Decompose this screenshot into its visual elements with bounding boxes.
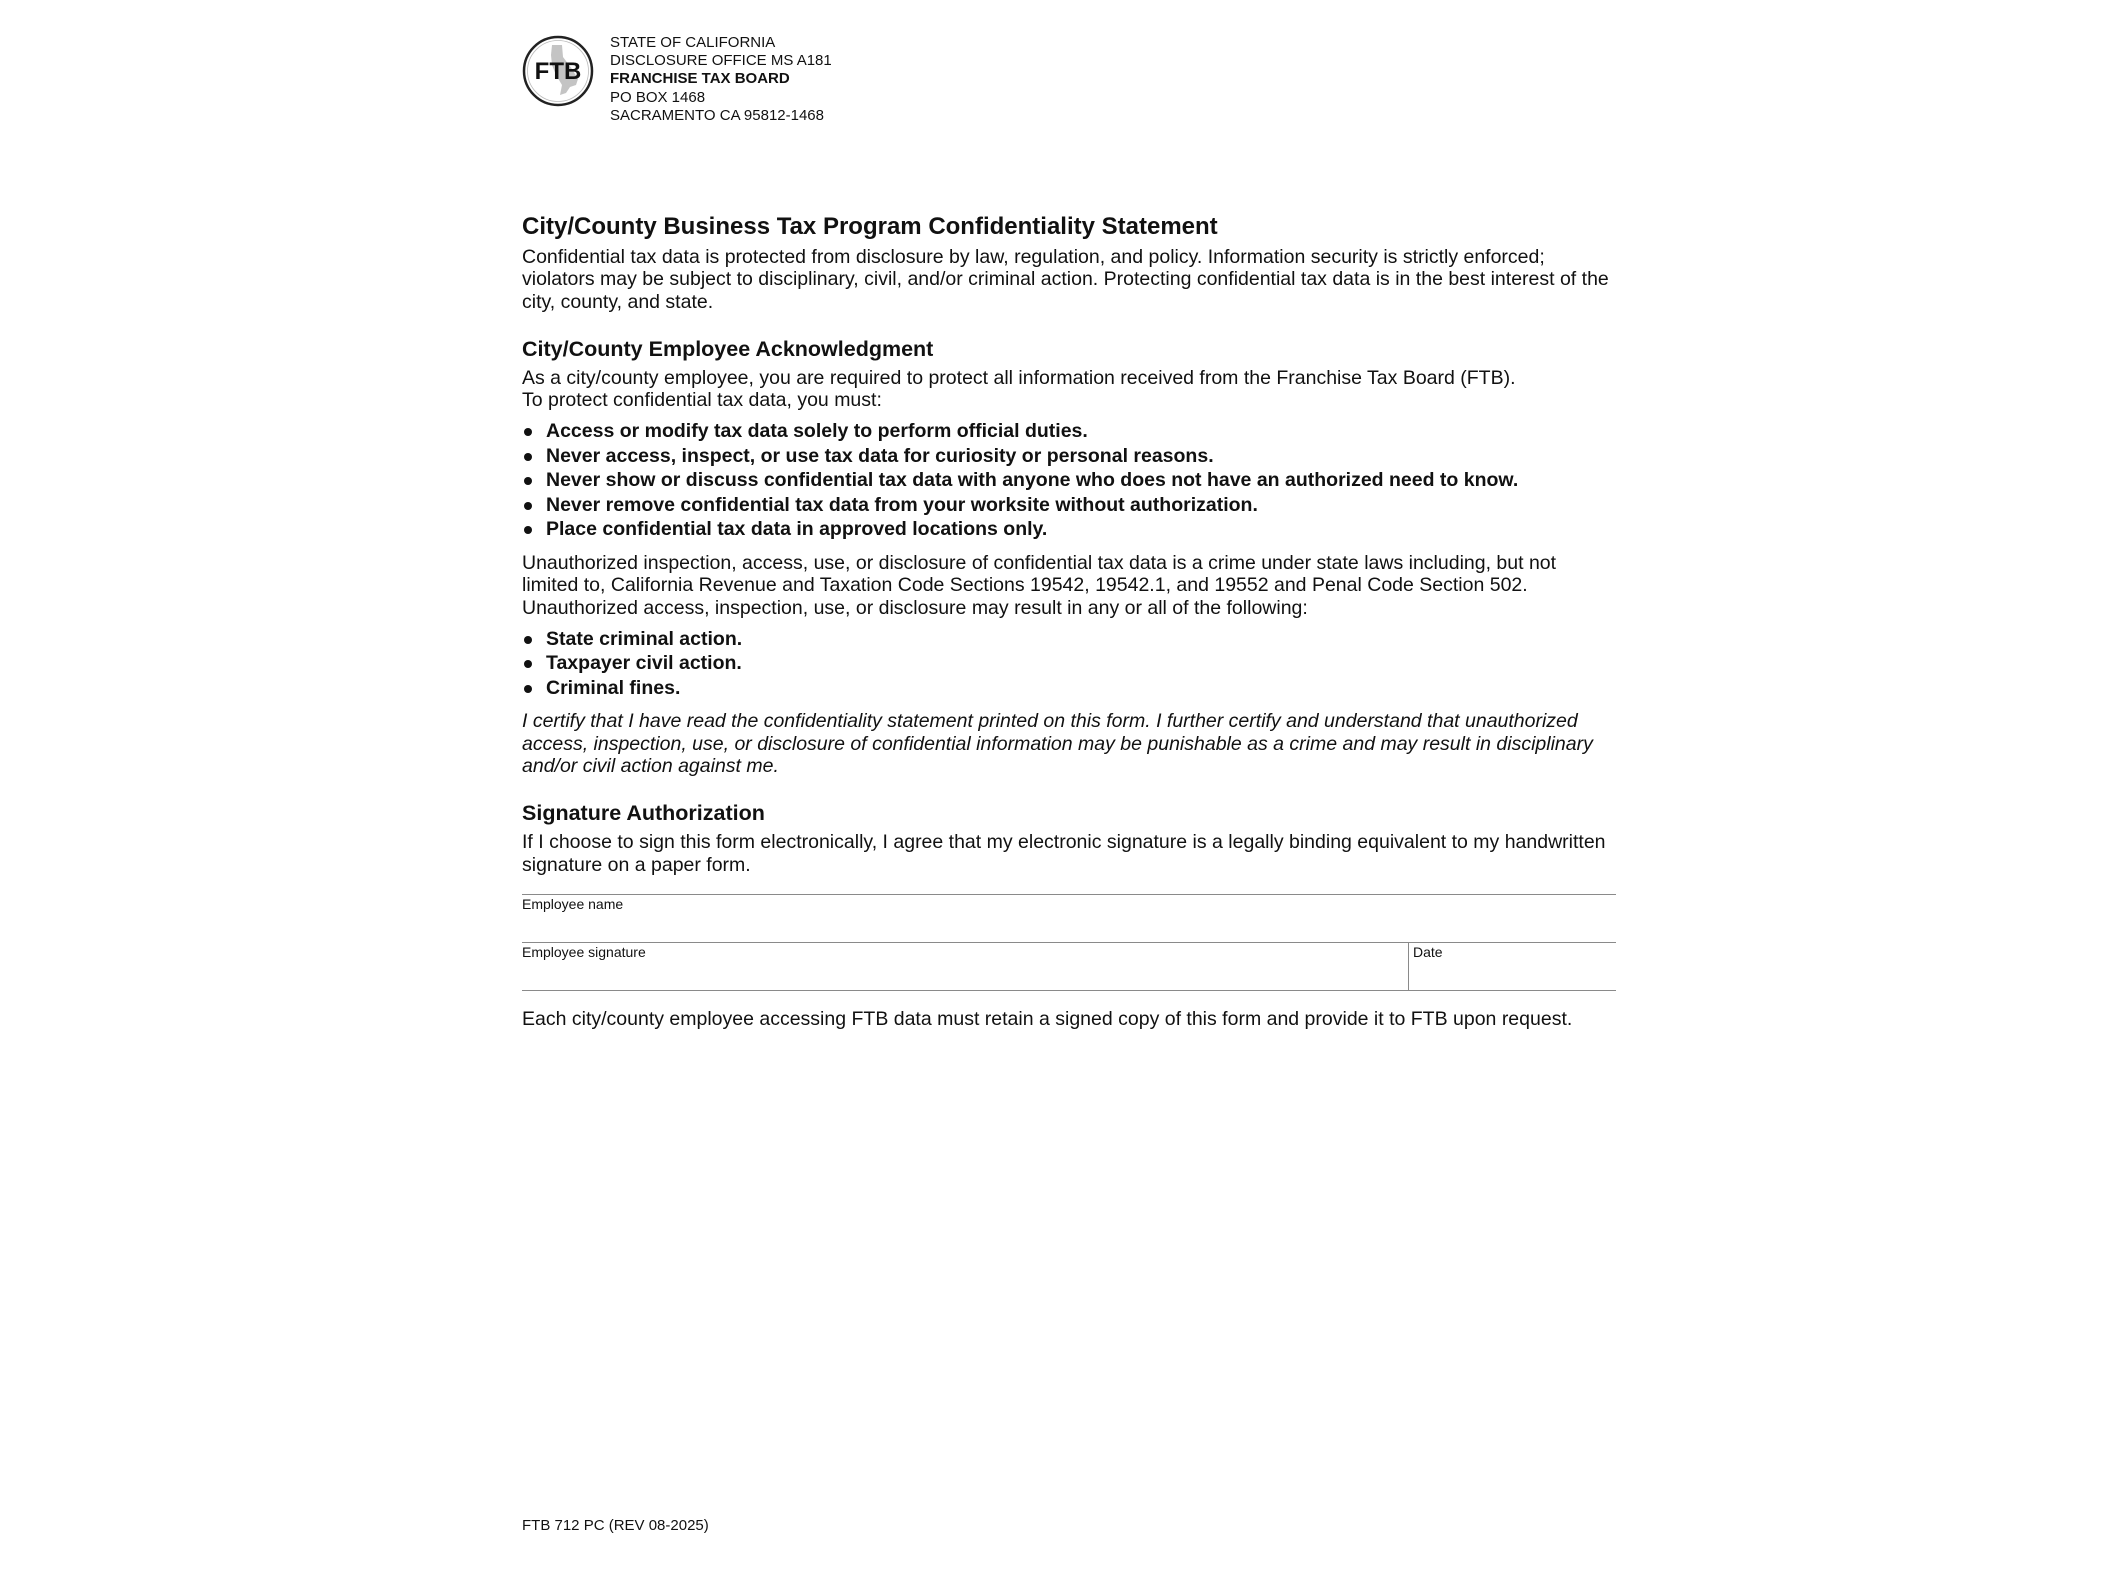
form-id: FTB 712 PC (REV 08-2025) (522, 1517, 709, 1534)
agency-name: FRANCHISE TAX BOARD (610, 70, 790, 88)
bullet-icon (524, 502, 532, 510)
address-line: STATE OF CALIFORNIA (610, 34, 776, 51)
bullet-icon (524, 685, 532, 693)
acknowledgment-lead-line: To protect confidential tax data, you must: (522, 389, 882, 412)
logo-text: FTB (534, 58, 582, 85)
signature-block (522, 894, 1616, 991)
penalty-paragraph: Unauthorized inspection, access, use, or disclosure of confidential tax data is a crime under state laws including, but not limited to, California Revenue and Taxation Code Sections 19542, 19542.1, and 19552 and Penal Code Section 502. Unauthorized access, inspection, use, or disclosure may result in any or all of the following: (522, 551, 1557, 619)
date-label: Date (1413, 943, 1443, 960)
retention-note: Each city/county employee accessing FTB data must retain a signed copy of this form and provide it to FTB upon request. (522, 1007, 1573, 1030)
letterhead (522, 34, 1122, 134)
signature-date-row (522, 943, 1616, 991)
rule-item: Never remove confidential tax data from your worksite without authorization. (522, 493, 1616, 518)
penalty-item: State criminal action. (522, 627, 1616, 652)
rule-item: Access or modify tax data solely to perform official duties. (522, 419, 1616, 444)
employee-signature-label: Employee signature (522, 943, 646, 960)
rule-item: Place confidential tax data in approved locations only. (522, 517, 1616, 542)
form-title: City/County Business Tax Program Confidentiality Statement (522, 213, 1218, 240)
employee-name-field[interactable] (522, 895, 1616, 942)
certification-statement: I certify that I have read the confidentiality statement printed on this form. I further certify and understand that unauthorized access, inspection, use, or disclosure of confidential information may be punishable as a crime and may result in disciplinary and/or civil action against me. (522, 710, 1593, 777)
bullet-icon (524, 453, 532, 461)
intro-paragraph: Confidential tax data is protected from disclosure by law, regulation, and policy. Information security is strictly enforced; violators may be subject to disciplinary, civil, and/or criminal action. Protecting confidential tax data is in the best interest of the city, county, and state. (522, 246, 1609, 313)
bullet-icon (524, 660, 532, 668)
employee-name-label: Employee name (522, 895, 624, 912)
form-body (522, 212, 1616, 1031)
penalty-item: Criminal fines. (522, 676, 1616, 701)
agency-address (610, 34, 832, 125)
bullet-icon (524, 428, 532, 436)
signature-authorization-text: If I choose to sign this form electronically, I agree that my electronic signature is a legally binding equivalent to my handwritten signature on a paper form. (522, 831, 1606, 876)
address-line: DISCLOSURE OFFICE MS A181 (610, 52, 832, 70)
rule-item: Never show or discuss confidential tax data with anyone who does not have an authorized need to know. (522, 468, 1616, 493)
rule-item: Never access, inspect, or use tax data for curiosity or personal reasons. (522, 444, 1616, 469)
bullet-icon (524, 636, 532, 644)
rules-list (522, 419, 1616, 542)
acknowledgment-lead-line: As a city/county employee, you are required to protect all information received from the Franchise Tax Board (FTB). (522, 366, 1516, 389)
penalty-item: Taxpayer civil action. (522, 651, 1616, 676)
address-line: SACRAMENTO CA 95812-1468 (610, 106, 824, 124)
employee-name-row (522, 895, 1616, 943)
date-field[interactable] (1408, 943, 1616, 990)
employee-signature-field[interactable] (522, 943, 1408, 990)
bullet-icon (524, 526, 532, 534)
penalties-list (522, 627, 1616, 701)
bullet-icon (524, 477, 532, 485)
acknowledgment-heading: City/County Employee Acknowledgment (522, 336, 934, 361)
signature-heading: Signature Authorization (522, 801, 765, 826)
ftb-seal-logo (522, 35, 594, 107)
acknowledgment-lead (522, 367, 1616, 412)
form-page (522, 0, 1616, 1584)
address-line: PO BOX 1468 (610, 88, 706, 106)
